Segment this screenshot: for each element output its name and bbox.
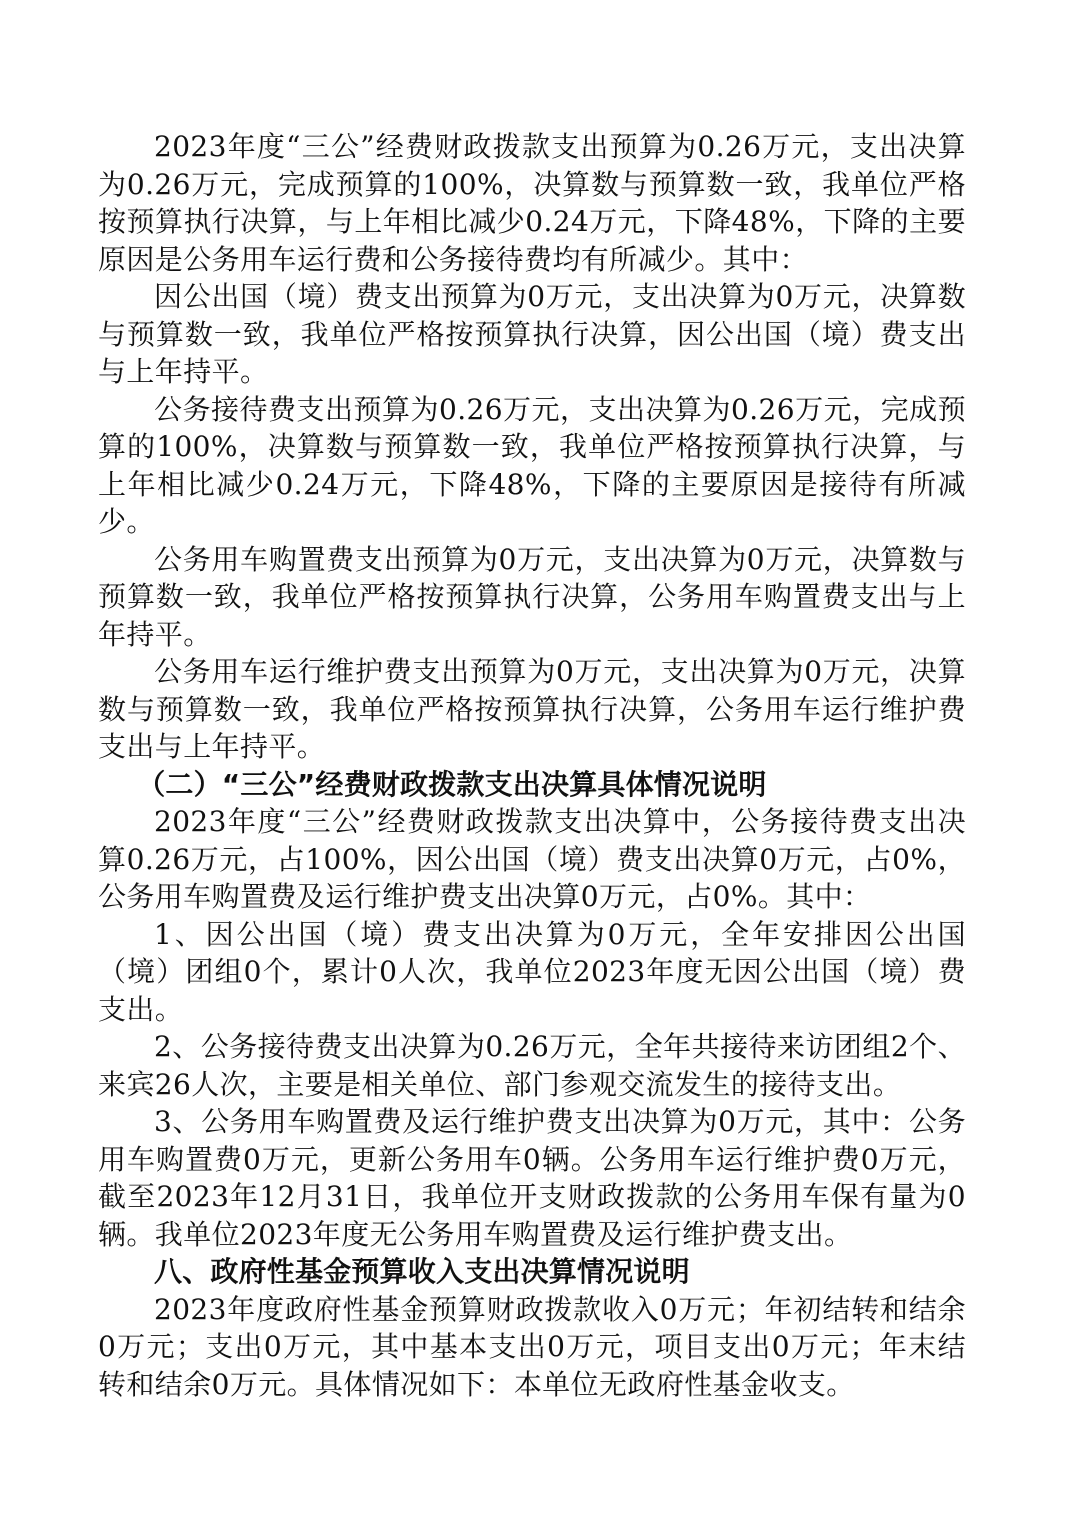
paragraph-item-reception: 2、公务接待费支出决算为0.26万元，全年共接待来访团组2个、来宾26人次，主要是相关单位、部门参观交流发生的接待支出。 [98,1030,966,1101]
paragraph-overseas-budget: 因公出国（境）费支出预算为0万元，支出决算为0万元，决算数与预算数一致，我单位严格按预算执行决算，因公出国（境）费支出与上年持平。 [98,280,966,388]
paragraph-vehicle-purchase-budget: 公务用车购置费支出预算为0万元，支出决算为0万元，决算数与预算数一致，我单位严格按预算执行决算，公务用车购置费支出与上年持平。 [98,542,966,651]
paragraph-sangong-final-accounts: 2023年度“三公”经费财政拨款支出决算中，公务接待费支出决算0.26万元，占100%，因公出国（境）费支出决算0万元，占0%，公务用车购置费及运行维护费支出决算0万元，占0%。其中： [98,805,966,913]
paragraph-reception-budget: 公务接待费支出预算为0.26万元，支出决算为0.26万元，完成预算的100%，决算数与预算数一致，我单位严格按预算执行决算，与上年相比减少0.24万元，下降48%，下降的主要原因是接待有所减少。 [98,392,966,538]
section-heading-sangong-details: （二）“三公”经费财政拨款支出决算具体情况说明 [137,767,767,801]
document-page [98,128,966,1403]
paragraph-sangong-overview: 2023年度“三公”经费财政拨款支出预算为0.26万元，支出决算为0.26万元，完成预算的100%，决算数与预算数一致，我单位严格按预算执行决算，与上年相比减少0.24万元，下降48%，下降的主要原因是公务用车运行费和公务接待费均有所减少。其中： [98,130,966,276]
paragraph-vehicle-maintenance-budget: 公务用车运行维护费支出预算为0万元，支出决算为0万元，决算数与预算数一致，我单位严格按预算执行决算，公务用车运行维护费支出与上年持平。 [98,655,966,763]
paragraph-item-vehicles: 3、公务用车购置费及运行维护费支出决算为0万元，其中：公务用车购置费0万元，更新公务用车0辆。公务用车运行维护费0万元，截至2023年12月31日，我单位开支财政拨款的公务用车保有量为0辆。我单位2023年度无公务用车购置费及运行维护费支出。 [98,1105,966,1251]
section-heading-government-fund: 八、政府性基金预算收入支出决算情况说明 [154,1255,690,1288]
paragraph-government-fund: 2023年度政府性基金预算财政拨款收入0万元；年初结转和结余0万元；支出0万元，其中基本支出0万元，项目支出0万元；年末结转和结余0万元。具体情况如下：本单位无政府性基金收支。 [98,1292,966,1401]
paragraph-item-overseas: 1、因公出国（境）费支出决算为0万元，全年安排因公出国（境）团组0个，累计0人次，我单位2023年度无因公出国（境）费支出。 [98,917,966,1026]
